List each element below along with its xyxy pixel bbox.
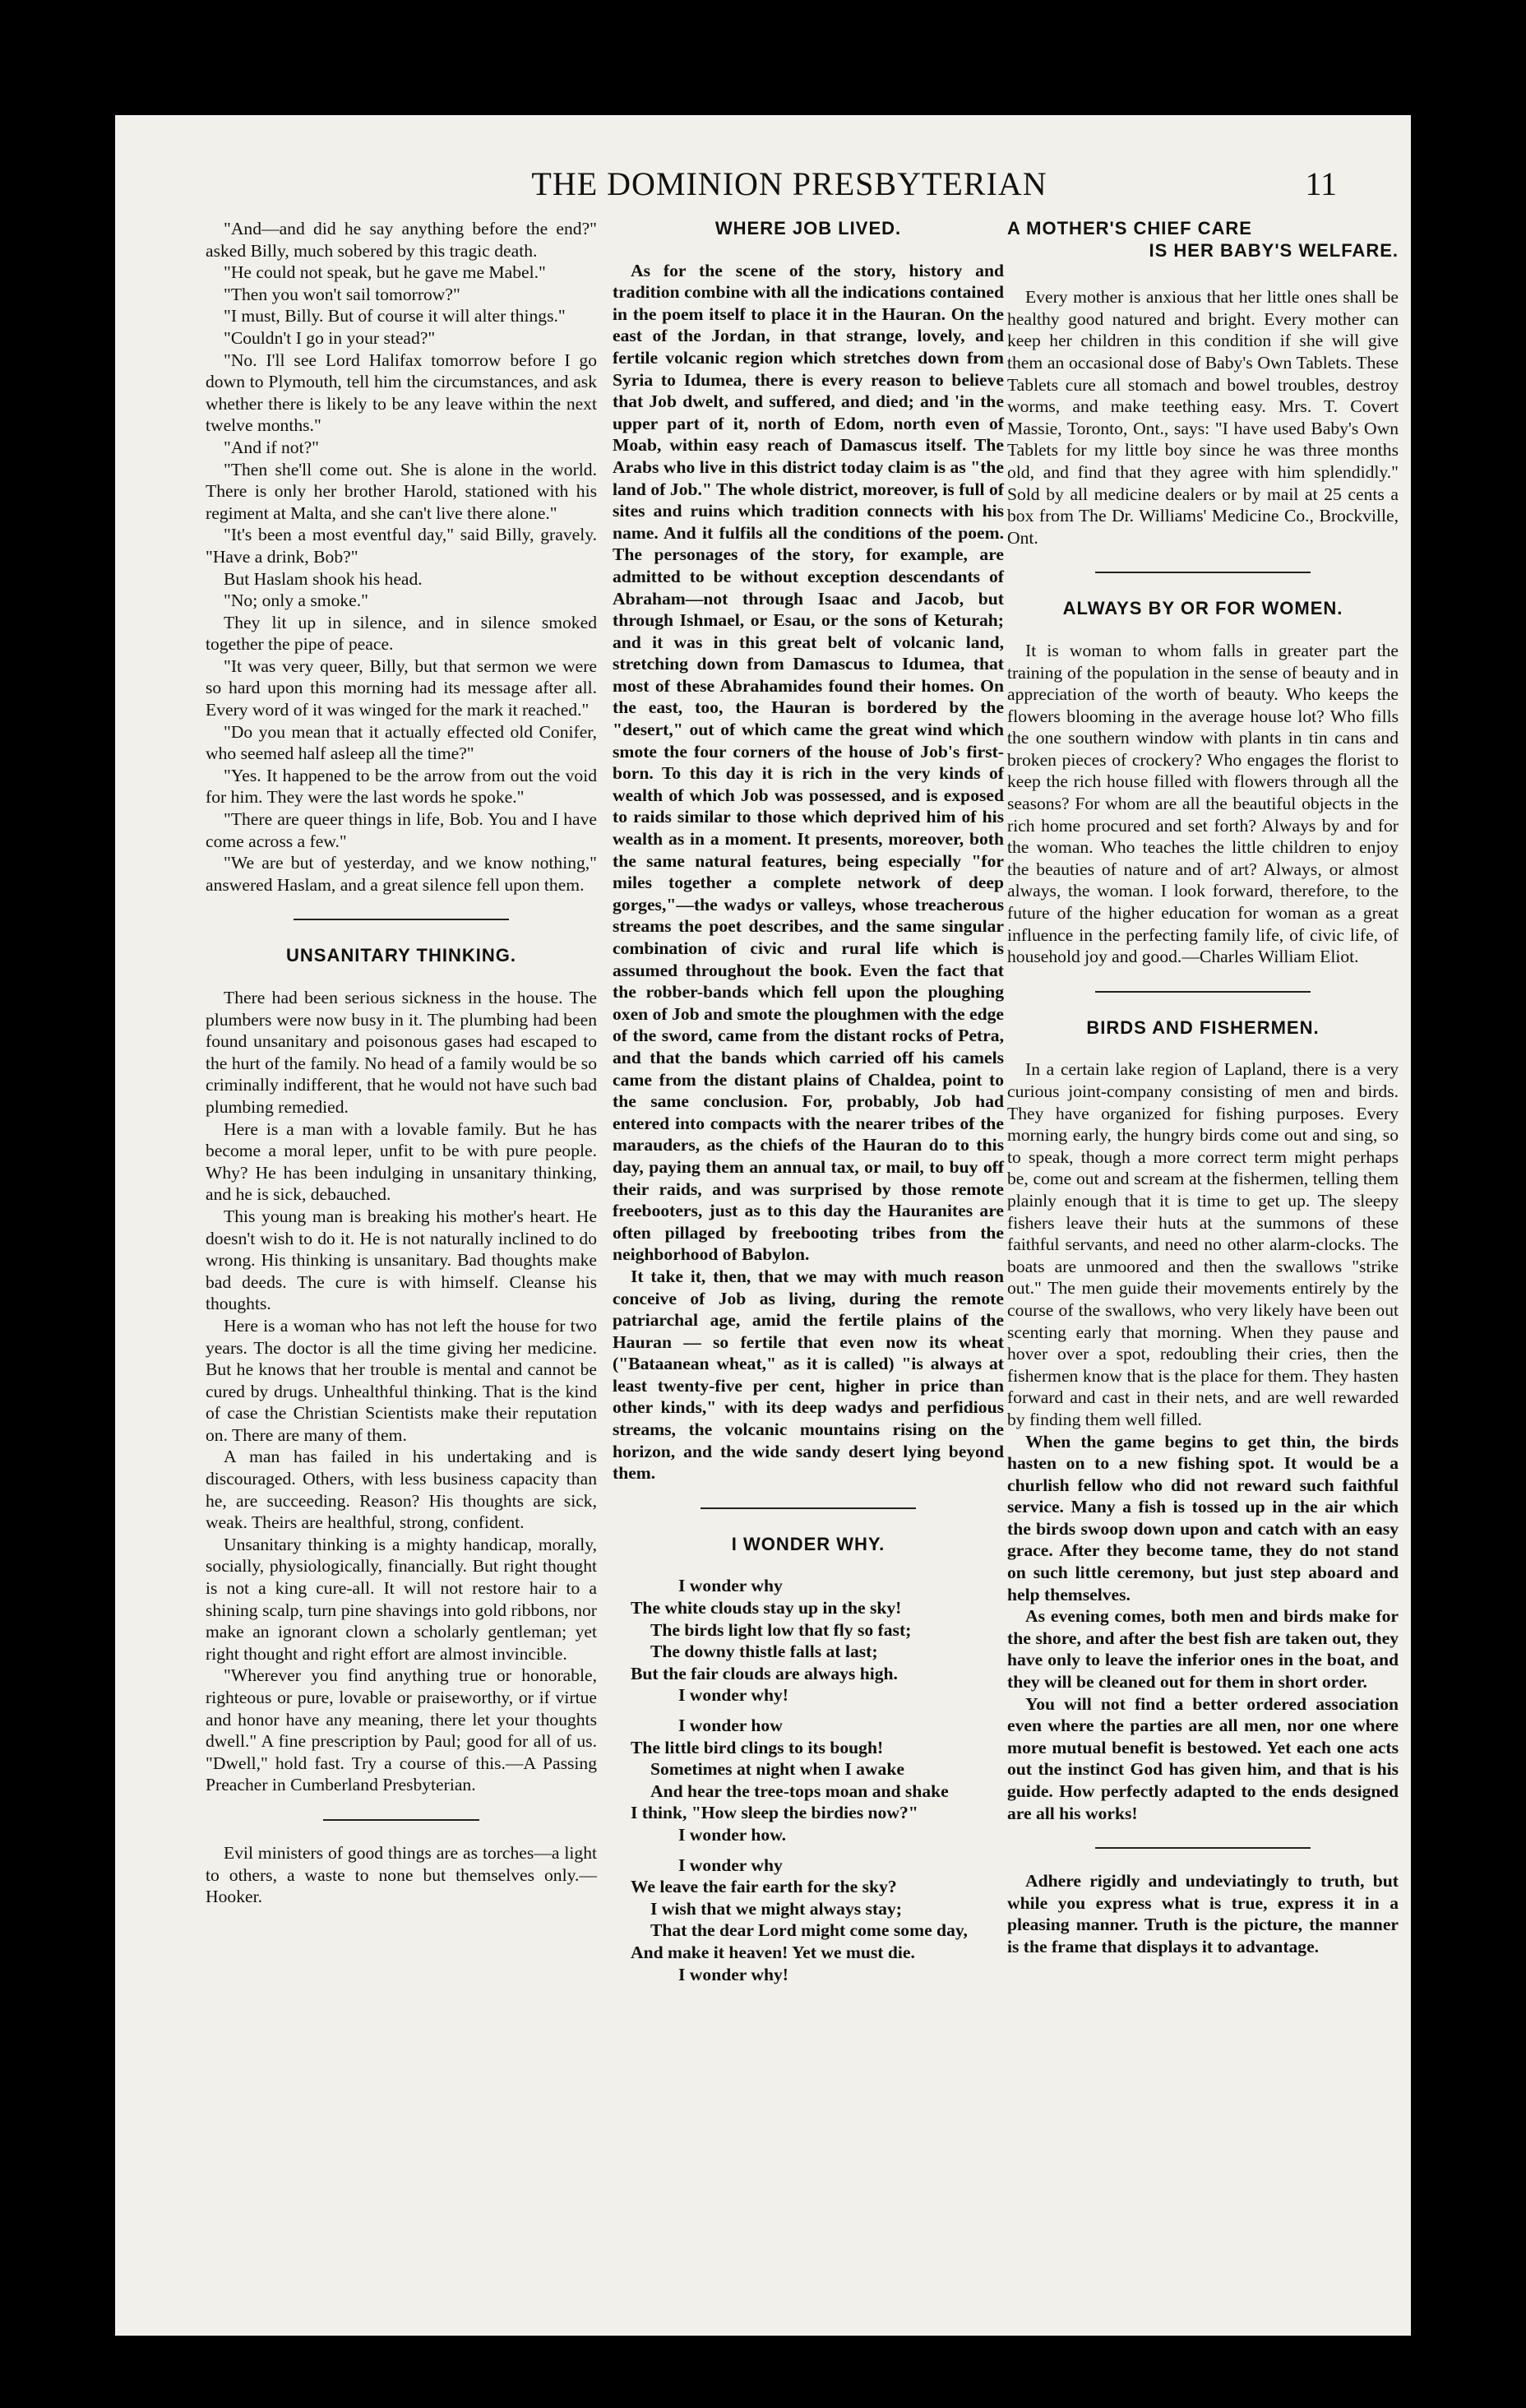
- story-paragraph: "No; only a smoke.": [224, 590, 368, 611]
- poem-i-wonder-why: [613, 1575, 1004, 1985]
- story-paragraph: "And—and did he say anything before the end?" asked Billy, much sobered by this tragic death.: [206, 219, 597, 261]
- poem-line: The little bird clings to its bough!: [631, 1737, 884, 1757]
- poem-line: The birds light low that fly so fast;: [650, 1619, 912, 1640]
- story-paragraph: "And if not?": [224, 437, 319, 457]
- article-paragraph: When the game begins to get thin, the birds hasten on to a new fishing spot. It would be a churlish fellow who did not reward such faithful service. Many a fish is tossed up in the air which the birds swoop down upon and catch with an easy grace. After they become tame, they do not stand on such little ceremony, but just step aboard and help themselves.: [1007, 1431, 1399, 1605]
- poem-line: I wish that we might always stay;: [650, 1898, 902, 1919]
- column-middle: [613, 218, 1004, 1985]
- story-paragraph: "No. I'll see Lord Halifax tomorrow before I go down to Plymouth, tell him the circumstances, and ask whether there is likely to be any leave within the next twelve months.": [206, 350, 597, 436]
- section-divider: [323, 1819, 479, 1821]
- adhere-truth-paragraph: Adhere rigidly and undeviatingly to truth, but while you express what is true, express it in a pleasing manner. Truth is the picture, the manner is the frame that displays it to advantage.: [1007, 1871, 1399, 1956]
- article-paragraph: It take it, then, that we may with much reason conceive of Job as living, during the remote patriarchal age, amid the fertile plains of the Hauran — so fertile that even now its wheat ("Bataanean wheat," as it is called) "is always at least twenty-five per cent, higher in price than other kinds," with its deep wadys and perfidious streams, the volcanic mountains rising on the horizon, and the wide sandy desert lying beyond them.: [613, 1266, 1004, 1484]
- women-article-paragraph: It is woman to whom falls in greater part the training of the population in the sense of beauty and in appreciation of the worth of beauty. Who keeps the flowers blooming in the average house lot? Who fills the one southern window with plants in tin cans and broken pieces of crockery? Who engages the florist to keep the rich house filled with flowers through all the seasons? For whom are all the beautiful objects in the rich home procured and set forth? Always by and for the woman. Who teaches the little children to enjoy the beauties of nature and of art? Always, or almost always, the woman. I look forward, therefore, to the future of the higher education for woman as a great influence in the perfecting family life, of civic life, of household joy and good.—Charles William Eliot.: [1007, 640, 1399, 967]
- section-divider: [701, 1507, 916, 1509]
- story-paragraph: "It's been a most eventful day," said Billy, gravely. "Have a drink, Bob?": [206, 525, 597, 567]
- poem-heading: I WONDER WHY.: [731, 1533, 886, 1554]
- masthead-title: THE DOMINION PRESBYTERIAN: [531, 165, 1047, 202]
- article-paragraph: This young man is breaking his mother's heart. He doesn't wish to do it. He is not naturally inclined to do wrong. His thinking is unsanitary. Bad thoughts make bad deeds. The cure is with himself. Cleanse his thoughts.: [206, 1206, 597, 1314]
- job-article: [613, 260, 1004, 1484]
- poem-line: I wonder why: [678, 1855, 783, 1875]
- story-paragraph: "Then she'll come out. She is alone in the world. There is only her brother Harold, stationed with his regiment at Malta, and she can't live there alone.": [206, 459, 597, 523]
- mother-heading-line-2: IS HER BABY'S WELFARE.: [1149, 239, 1399, 261]
- newspaper-page: [115, 115, 1411, 2336]
- birds-heading: BIRDS AND FISHERMEN.: [1086, 1016, 1320, 1038]
- article-paragraph: As for the scene of the story, history and tradition combine with all the indications contained in the poem itself to place it in the Hauran. On the east of the Jordan, in that strange, lovely, and fertile volcanic region which stretches down from Syria to Idumea, there is every reason to believe that Job dwelt, and suffered, and died; and 'in the upper part of it, north of Edom, north even of Moab, within easy reach of Damascus itself. The Arabs who live in this district today claim is as "the land of Job." The whole district, moreover, is full of sites and ruins which tradition connects with his name. And it fulfils all the conditions of the poem. The personages of the story, for example, are admitted to be without exception descendants of Abraham—not through Isaac and Jacob, but through Ishmael, or Esau, or the sons of Keturah; and it was in this great belt of volcanic land, stretching down from Damascus to Idumea, that most of these Abrahamides found their homes. On the east, too, the Hauran is bordered by the "desert," out of which came the great wind which smote the four corners of the house of Job's first-born. To this day it is rich in the very kinds of wealth of which Job was possessed, and is exposed to raids similar to those which deprived him of his wealth as in a moment. It presents, moreover, both the same natural features, being especially "for miles together a complete network of deep gorges,"—the wadys or valleys, whose treacherous streams the poet describes, and the same singular combination of civic and rural life which is assumed throughout the book. Even the fact that the robber-bands which fell upon the ploughing oxen of Job and smote the ploughmen with the edge of the sword, came from the distant rocks of Petra, and that the bands which carried off his camels came from the distant plains of Chaldea, point to the same conclusion. For, probably, Job had entered into compacts with the nearer tribes of the marauders, as the chiefs of the Hauran do to this day, paying them an annual tax, or mail, to buy off their raids, and was surprised by those remote freebooters, just as to this day the Hauranites are often pillaged by freebooting tribes from the neighborhood of Babylon.: [613, 260, 1004, 1265]
- birds-article: [1007, 1058, 1399, 1824]
- poem-line: The downy thistle falls at last;: [650, 1642, 878, 1662]
- poem-line: I wonder why!: [678, 1964, 788, 1984]
- poem-line: Sometimes at night when I awake: [650, 1759, 904, 1780]
- article-paragraph: Here is a woman who has not left the house for two years. The doctor is all the time giving her medicine. But he knows that her trouble is mental and cannot be cured by drugs. Unhealthful thinking. That is the kind of case the Christian Scientists make their reputation on. There are many of them.: [206, 1315, 597, 1445]
- job-heading: WHERE JOB LIVED.: [714, 218, 902, 238]
- story-paragraph: "Yes. It happened to be the arrow from out the void for him. They were the last words he spoke.": [206, 765, 597, 808]
- poem-line: I wonder why!: [678, 1685, 788, 1706]
- mother-heading-line-1: A MOTHER'S CHIEF CARE: [1007, 218, 1252, 238]
- story-paragraph: "Couldn't I go in your stead?": [224, 327, 436, 348]
- stanza-break: [613, 1846, 1004, 1855]
- story-paragraph: They lit up in silence, and in silence smoked together the pipe of peace.: [206, 612, 597, 655]
- poem-line: And hear the tree-tops moan and shake: [650, 1781, 949, 1801]
- story-paragraph: "We are but of yesterday, and we know nothing," answered Haslam, and a great silence fell upon them.: [206, 853, 597, 895]
- poem-line: I wonder how: [678, 1716, 783, 1735]
- baby-tablets-advert: Every mother is anxious that her little ones shall be healthy good natured and bright. Every mother can keep her children in this condition if she will give them an occasional dose of Baby's Own Tablets. These Tablets cure all stomach and bowel troubles, destroy worms, and make teething easy. Mrs. T. Covert Massie, Toronto, Ont., says: "I have used Baby's Own Tablets for my little boy since he was three months old, and find that they agree with him splendidly." Sold by all medicine dealers or by mail at 25 cents a box from The Dr. Williams' Medicine Co., Brockville, Ont.: [1007, 287, 1399, 548]
- poem-line: The white clouds stay up in the sky!: [631, 1598, 902, 1618]
- women-heading: ALWAYS BY OR FOR WOMEN.: [1062, 598, 1343, 619]
- article-paragraph: There had been serious sickness in the house. The plumbers were now busy in it. The plumbing had been found unsanitary and poisonous gases had escaped to the hurt of the family. No head of a family would be so criminally indifferent, that he would not have such bad plumbing remedied.: [206, 988, 597, 1117]
- page-number: 11: [1305, 165, 1337, 202]
- poem-line: I wonder how.: [678, 1824, 786, 1845]
- unsanitary-article: [206, 987, 597, 1796]
- section-divider: [1095, 991, 1311, 993]
- article-paragraph: Here is a man with a lovable family. But he has become a moral leper, unfit to be with pure people. Why? He has been indulging in unsanitary thinking, and he is sick, debauched.: [206, 1118, 597, 1205]
- poem-line: And make it heaven! Yet we must die.: [631, 1942, 915, 1962]
- column-left: [206, 218, 597, 1908]
- story-paragraph: "Then you won't sail tomorrow?": [224, 284, 460, 304]
- article-paragraph: You will not find a better ordered association even where the parties are all men, nor one where more mutual benefit is bestowed. Yet each one acts out the instinct God has given him, and that is his guide. How perfectly adapted to the ends designed are all his works!: [1007, 1693, 1399, 1823]
- poem-line: But the fair clouds are always high.: [631, 1663, 898, 1683]
- section-divider: [294, 919, 509, 920]
- story-paragraph: "There are queer things in life, Bob. You and I have come across a few.": [206, 809, 597, 851]
- story-paragraph: "He could not speak, but he gave me Mabel.": [224, 262, 546, 283]
- section-divider: [1095, 572, 1311, 573]
- article-paragraph: Unsanitary thinking is a mighty handicap, morally, socially, physiologically, financially. But right thought is not a king cure-all. It will not restore hair to a shining scalp, turn pine shavings into gold ribbons, nor make an ignorant clown a scholarly gentleman; yet right thought and right effort are almost invincible.: [206, 1534, 597, 1664]
- poem-line: We leave the fair earth for the sky?: [631, 1877, 897, 1897]
- article-paragraph: In a certain lake region of Lapland, there is a very curious joint-company consisting of men and birds. They have organized for fishing purposes. Every morning early, the hungry birds come out and sing, so to speak, though a more correct term might perhaps be, come out and scream at the fishermen, telling them plainly enough that it is time to get up. The sleepy fishers leave their huts at the summons of these faithful servants, and need no other alarm-clocks. The boats are unmoored and then the swallows "strike out." The men guide their movements entirely by the course of the swallows, who very likely have been out scenting early that morning. When they pause and hover over a spot, redoubling their cries, then the fishermen know that is the place for them. They hasten forward and cast in their nets, and are well rewarded by finding them well filled.: [1007, 1059, 1399, 1429]
- story-paragraph: "It was very queer, Billy, but that sermon we were so hard upon this morning had its message after all. Every word of it was winged for the mark it reached.": [206, 655, 597, 720]
- poem-line: I wonder why: [678, 1576, 783, 1596]
- unsanitary-heading: UNSANITARY THINKING.: [286, 945, 516, 966]
- page-header: [115, 115, 1411, 214]
- story-paragraph: But Haslam shook his head.: [224, 568, 423, 589]
- story-paragraph: "Do you mean that it actually effected old Conifer, who seemed half asleep all the time?": [206, 721, 597, 764]
- stanza-break: [613, 1706, 1004, 1715]
- article-paragraph: A man has failed in his undertaking and is discouraged. Others, with less business capacity than he, are succeeding. Reason? His thoughts are sick, weak. Theirs are healthful, strong, confident.: [206, 1447, 597, 1533]
- article-paragraph: As evening comes, both men and birds make for the shore, and after the best fish are taken out, they have only to leave the inferior ones in the boat, and they will be cleaned out for them in short order.: [1007, 1606, 1399, 1693]
- poem-line: That the dear Lord might come some day,: [650, 1920, 968, 1941]
- story-continuation: [206, 218, 597, 896]
- poem-line: I think, "How sleep the birdies now?": [631, 1803, 918, 1823]
- story-paragraph: "I must, Billy. But of course it will alter things.": [224, 306, 566, 326]
- evil-ministers-quote: Evil ministers of good things are as torches—a light to others, a waste to none but themselves only.—Hooker.: [206, 1842, 597, 1907]
- column-right: [1007, 218, 1399, 1958]
- section-divider: [1095, 1847, 1311, 1849]
- article-paragraph: "Wherever you find anything true or honorable, righteous or pure, lovable or praiseworthy, or if virtue and honor have any meaning, there let your thoughts dwell." A fine prescription by Paul; good for all of us. "Dwell," hold fast. Try a course of this.—A Passing Preacher in Cumberland Presbyterian.: [206, 1665, 597, 1795]
